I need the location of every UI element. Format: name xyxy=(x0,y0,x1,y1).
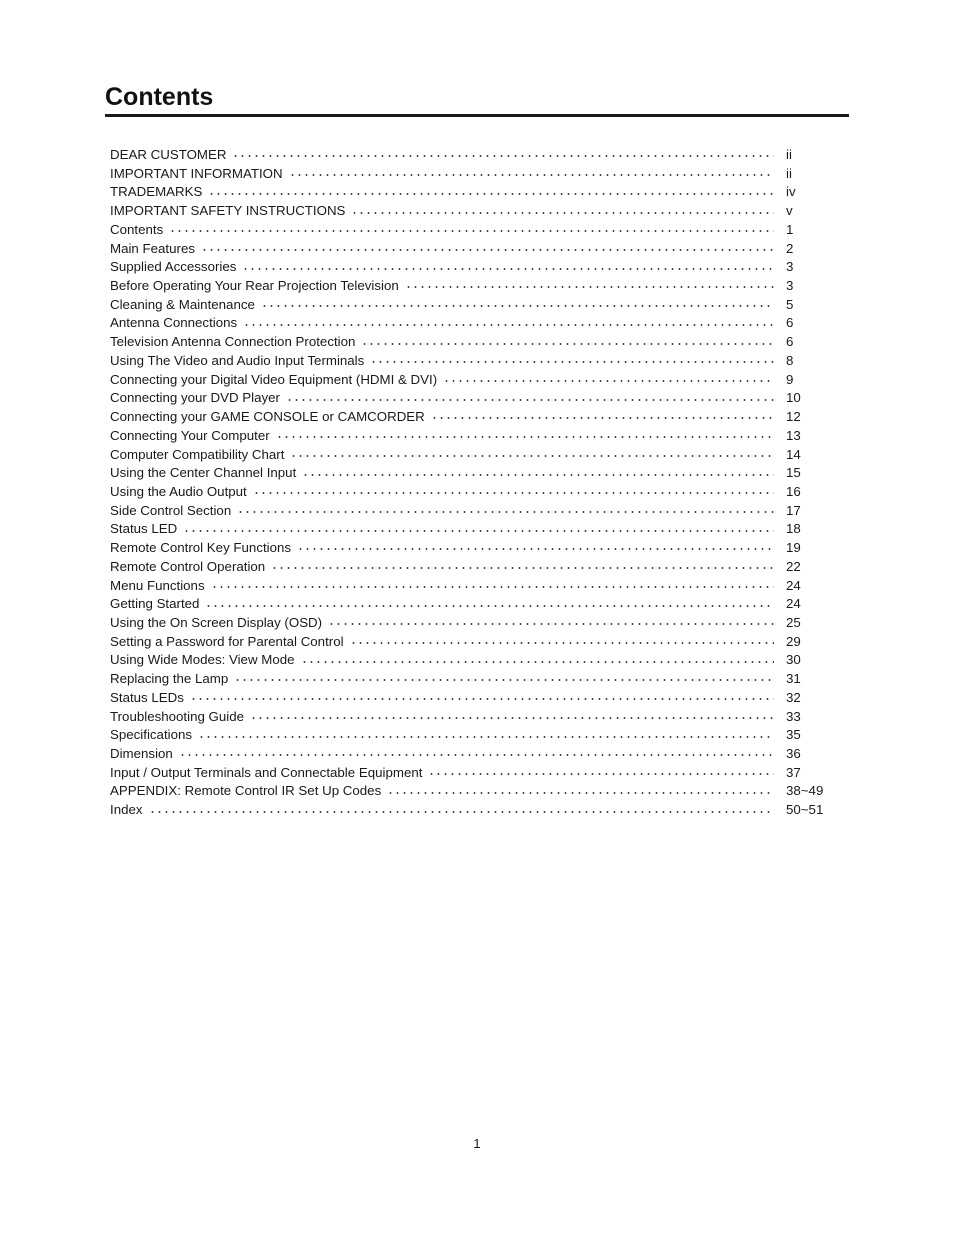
toc-entry-page: 12 xyxy=(786,409,801,425)
toc-entry-label: Cleaning & Maintenance xyxy=(110,296,255,312)
toc-entry[interactable] xyxy=(110,146,830,165)
toc-entry-label: Side Control Section xyxy=(110,502,232,518)
toc-entry-label: DEAR CUSTOMER xyxy=(110,147,227,162)
dot-leader xyxy=(198,736,774,738)
dot-leader xyxy=(302,474,774,476)
dot-leader xyxy=(242,268,774,270)
toc-entry-page: 3 xyxy=(786,278,794,294)
toc-entry[interactable] xyxy=(110,745,830,764)
toc-entry-page: 8 xyxy=(786,352,794,368)
toc-entry-label: Using the Audio Output xyxy=(110,483,247,499)
toc-entry-page: 13 xyxy=(786,427,801,443)
toc-entry[interactable] xyxy=(110,202,830,221)
dot-leader xyxy=(211,586,774,588)
toc-entry-page: 22 xyxy=(786,558,801,574)
dot-leader xyxy=(243,324,774,326)
toc-entry[interactable] xyxy=(110,782,830,801)
dot-leader xyxy=(328,623,774,625)
toc-entry-label: Connecting your GAME CONSOLE or CAMCORDER xyxy=(110,409,425,425)
toc-entry-page: 24 xyxy=(786,596,801,612)
toc-entry[interactable] xyxy=(110,408,830,427)
dot-leader xyxy=(370,361,774,363)
toc-entry[interactable] xyxy=(110,258,830,277)
dot-leader xyxy=(169,230,774,232)
toc-entry-page: 19 xyxy=(786,540,801,556)
toc-entry[interactable] xyxy=(110,446,830,465)
toc-entry-label: Antenna Connections xyxy=(110,315,238,331)
toc-entry[interactable] xyxy=(110,240,830,259)
dot-leader xyxy=(201,249,774,251)
toc-entry-page: 25 xyxy=(786,614,801,630)
dot-leader xyxy=(234,679,774,681)
title-divider xyxy=(105,114,849,117)
dot-leader xyxy=(276,436,774,438)
toc-entry-page: 35 xyxy=(786,727,801,743)
toc-entry[interactable] xyxy=(110,314,830,333)
toc-entry[interactable] xyxy=(110,651,830,670)
dot-leader xyxy=(289,174,774,176)
toc-entry-label: Input / Output Terminals and Connectable Equipment xyxy=(110,764,423,780)
toc-entry-page: v xyxy=(786,203,793,219)
dot-leader xyxy=(149,811,774,813)
toc-entry[interactable] xyxy=(110,633,830,652)
toc-entry[interactable] xyxy=(110,221,830,240)
toc-entry-page: 10 xyxy=(786,390,801,406)
toc-entry-label: Using the On Screen Display (OSD) xyxy=(110,614,323,630)
toc-entry[interactable] xyxy=(110,539,830,558)
page-title: Contents xyxy=(105,83,214,111)
toc-entry-label: Connecting your DVD Player xyxy=(110,390,280,406)
toc-entry-page: ii xyxy=(786,147,792,162)
toc-entry[interactable] xyxy=(110,183,830,202)
toc-entry-page: 38~49 xyxy=(786,783,824,799)
toc-entry-label: Menu Functions xyxy=(110,577,205,593)
toc-entry-page: 18 xyxy=(786,521,801,537)
toc-entry-page: 24 xyxy=(786,577,801,593)
page-number: 1 xyxy=(473,1136,481,1151)
dot-leader xyxy=(405,286,774,288)
toc-entry-label: IMPORTANT INFORMATION xyxy=(110,165,283,181)
toc-entry-page: 37 xyxy=(786,764,801,780)
toc-entry-label: Specifications xyxy=(110,727,193,743)
toc-entry-label: Replacing the Lamp xyxy=(110,671,229,687)
toc-entry-label: Using the Center Channel Input xyxy=(110,465,297,481)
toc-entry-page: 16 xyxy=(786,483,801,499)
toc-entry-label: Connecting Your Computer xyxy=(110,427,270,443)
toc-entry-label: Computer Compatibility Chart xyxy=(110,446,285,462)
dot-leader xyxy=(250,717,774,719)
dot-leader xyxy=(253,492,774,494)
toc-entry-label: Troubleshooting Guide xyxy=(110,708,245,724)
toc-entry-page: 36 xyxy=(786,746,801,761)
toc-entry[interactable] xyxy=(110,483,830,502)
dot-leader xyxy=(361,343,774,345)
toc-entry-label: Dimension xyxy=(110,746,173,761)
toc-entry-label: TRADEMARKS xyxy=(110,184,203,200)
toc-entry[interactable] xyxy=(110,371,830,390)
toc-entry-label: Before Operating Your Rear Projection Television xyxy=(110,278,399,294)
dot-leader xyxy=(297,548,774,550)
toc-entry-page: 31 xyxy=(786,671,801,687)
table-of-contents xyxy=(110,146,830,820)
toc-entry[interactable] xyxy=(110,801,830,820)
toc-entry[interactable] xyxy=(110,726,830,745)
toc-entry-page: 9 xyxy=(786,371,794,387)
dot-leader xyxy=(286,399,774,401)
toc-entry-label: Using Wide Modes: View Mode xyxy=(110,652,295,668)
toc-entry[interactable] xyxy=(110,296,830,315)
toc-entry-label: Supplied Accessories xyxy=(110,259,237,275)
toc-entry-page: 3 xyxy=(786,259,794,275)
toc-entry-page: iv xyxy=(786,184,796,200)
toc-entry-label: IMPORTANT SAFETY INSTRUCTIONS xyxy=(110,203,346,219)
toc-entry-page: 15 xyxy=(786,465,801,481)
toc-entry[interactable] xyxy=(110,689,830,708)
toc-entry-label: Television Antenna Connection Protection xyxy=(110,334,356,350)
dot-leader xyxy=(183,530,774,532)
dot-leader xyxy=(443,380,774,382)
dot-leader xyxy=(232,155,774,157)
toc-entry-page: 6 xyxy=(786,334,794,350)
dot-leader xyxy=(431,417,774,419)
dot-leader xyxy=(428,773,774,775)
toc-entry-label: Remote Control Operation xyxy=(110,558,266,574)
toc-entry-page: 29 xyxy=(786,633,801,649)
toc-entry-label: Setting a Password for Parental Control xyxy=(110,633,344,649)
toc-entry-page: 30 xyxy=(786,652,801,668)
dot-leader xyxy=(237,511,774,513)
dot-leader xyxy=(387,792,774,794)
dot-leader xyxy=(179,754,774,756)
toc-entry[interactable] xyxy=(110,595,830,614)
toc-entry[interactable] xyxy=(110,352,830,371)
dot-leader xyxy=(301,661,774,663)
dot-leader xyxy=(351,212,774,214)
toc-entry-label: Contents xyxy=(110,221,164,237)
dot-leader xyxy=(290,455,774,457)
toc-entry-label: Status LEDs xyxy=(110,689,184,705)
toc-entry-label: Main Features xyxy=(110,240,195,256)
toc-entry[interactable] xyxy=(110,333,830,352)
toc-entry[interactable] xyxy=(110,764,830,783)
toc-entry-page: 6 xyxy=(786,315,794,331)
toc-entry[interactable] xyxy=(110,165,830,184)
toc-entry[interactable] xyxy=(110,558,830,577)
toc-entry[interactable] xyxy=(110,389,830,408)
toc-entry[interactable] xyxy=(110,277,830,296)
toc-entry-label: Getting Started xyxy=(110,596,200,612)
toc-entry[interactable] xyxy=(110,427,830,446)
toc-entry-page: 5 xyxy=(786,296,794,312)
toc-entry-page: 33 xyxy=(786,708,801,724)
dot-leader xyxy=(350,642,774,644)
toc-entry[interactable] xyxy=(110,464,830,483)
toc-entry-page: 50~51 xyxy=(786,802,824,818)
toc-entry[interactable] xyxy=(110,614,830,633)
toc-entry-label: Remote Control Key Functions xyxy=(110,540,292,556)
toc-entry-label: APPENDIX: Remote Control IR Set Up Codes xyxy=(110,783,382,799)
dot-leader xyxy=(190,698,774,700)
toc-entry-label: Using The Video and Audio Input Terminals xyxy=(110,352,365,368)
toc-entry-page: 2 xyxy=(786,240,794,256)
toc-entry-page: 14 xyxy=(786,446,801,462)
dot-leader xyxy=(205,605,774,607)
toc-entry-page: ii xyxy=(786,165,792,181)
dot-leader xyxy=(208,193,774,195)
toc-entry-label: Index xyxy=(110,802,143,818)
toc-entry[interactable] xyxy=(110,670,830,689)
toc-entry-page: 17 xyxy=(786,502,801,518)
toc-entry-page: 32 xyxy=(786,689,801,705)
dot-leader xyxy=(271,567,774,569)
toc-entry[interactable] xyxy=(110,502,830,521)
toc-entry[interactable] xyxy=(110,577,830,596)
toc-entry-page: 1 xyxy=(786,221,794,237)
toc-entry[interactable] xyxy=(110,520,830,539)
toc-entry-label: Status LED xyxy=(110,521,178,537)
toc-entry-label: Connecting your Digital Video Equipment (HDMI & DVI) xyxy=(110,371,438,387)
toc-entry[interactable] xyxy=(110,708,830,727)
dot-leader xyxy=(261,305,774,307)
